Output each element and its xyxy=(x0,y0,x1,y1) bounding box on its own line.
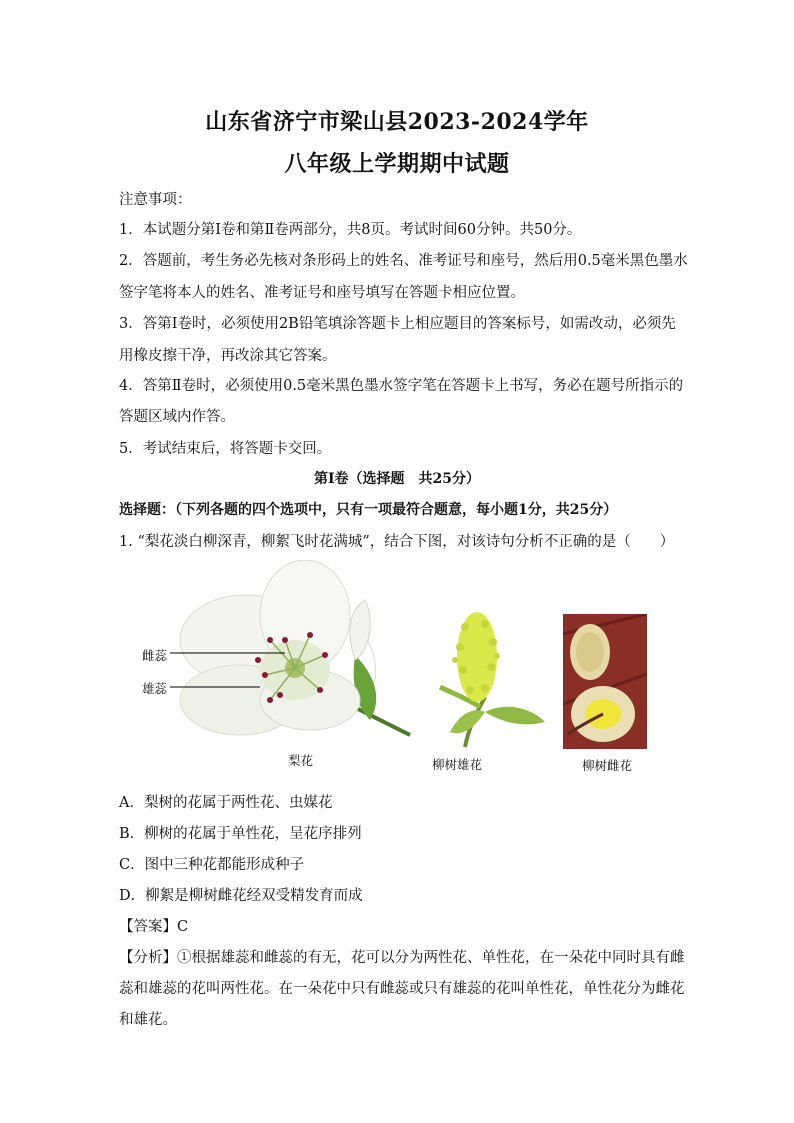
note-item-3-line2: 用橡皮擦干净，再改涂其它答案。 xyxy=(119,348,337,364)
figure-caption-willow-female: 柳树雌花 xyxy=(582,758,633,773)
analysis-line2: 蕊和雄蕊的花叫两性花。在一朵花中只有雌蕊或只有雄蕊的花叫单性花，单性花分为雌花 xyxy=(119,981,685,997)
document-title-line2: 八年级上学期期中试题 xyxy=(284,151,510,177)
question-1-stem: 1. “梨花淡白柳深青，柳絮飞时花满城”，结合下图，对该诗句分析不正确的是（ ） xyxy=(119,534,675,550)
analysis-line3: 和雄花。 xyxy=(119,1012,177,1028)
figure-label-stamen: 雄蕊 xyxy=(142,681,168,696)
answer: 【答案】C xyxy=(119,919,189,935)
figure-caption-pear: 梨花 xyxy=(288,753,314,768)
note-item-4-line1: 4．答第Ⅱ卷时，必须使用0.5毫米黑色墨水签字笔在答题卡上书写，务必在题号所指示的 xyxy=(119,378,684,394)
analysis-line1: 【分析】①根据雄蕊和雌蕊的有无，花可以分为两性花、单性花，在一朵花中同时具有雌 xyxy=(119,950,685,966)
note-item-5: 5．考试结束后，将答题卡交回。 xyxy=(119,441,332,457)
note-item-2-line2: 签字笔将本人的姓名、准考证号和座号填写在答题卡相应位置。 xyxy=(119,285,525,301)
willow-male-flower-image xyxy=(425,612,550,750)
section-heading: 第Ⅰ卷（选择题 共25分） xyxy=(313,471,481,487)
pear-flower-image xyxy=(170,560,420,745)
option-b: B．柳树的花属于单性花，呈花序排列 xyxy=(119,826,362,842)
note-item-3-line1: 3．答第Ⅰ卷时，必须使用2B铅笔填涂答题卡上相应题目的答案标号，如需改动，必须先 xyxy=(119,316,676,332)
document-title-line1: 山东省济宁市梁山县2023-2024学年 xyxy=(205,109,589,135)
notes-heading: 注意事项： xyxy=(119,192,192,208)
section-instruction: 选择题：（下列各题的四个选项中，只有一项最符合题意，每小题1分，共25分） xyxy=(119,502,618,518)
figure-caption-willow-male: 柳树雄花 xyxy=(432,757,483,772)
option-a: A．梨树的花属于两性花、虫媒花 xyxy=(119,795,333,811)
willow-female-flower-image xyxy=(563,614,647,749)
note-item-4-line2: 答题区域内作答。 xyxy=(119,409,235,425)
note-item-1: 1．本试题分第Ⅰ卷和第Ⅱ卷两部分，共8页。考试时间60分钟。共50分。 xyxy=(119,222,582,238)
figure-label-pistil: 雌蕊 xyxy=(142,648,168,663)
option-c: C．图中三种花都能形成种子 xyxy=(119,857,305,873)
note-item-2-line1: 2．答题前，考生务必先核对条形码上的姓名、准考证号和座号，然后用0.5毫米黑色墨水 xyxy=(119,253,688,269)
option-d: D．柳絮是柳树雌花经双受精发育而成 xyxy=(119,888,363,904)
